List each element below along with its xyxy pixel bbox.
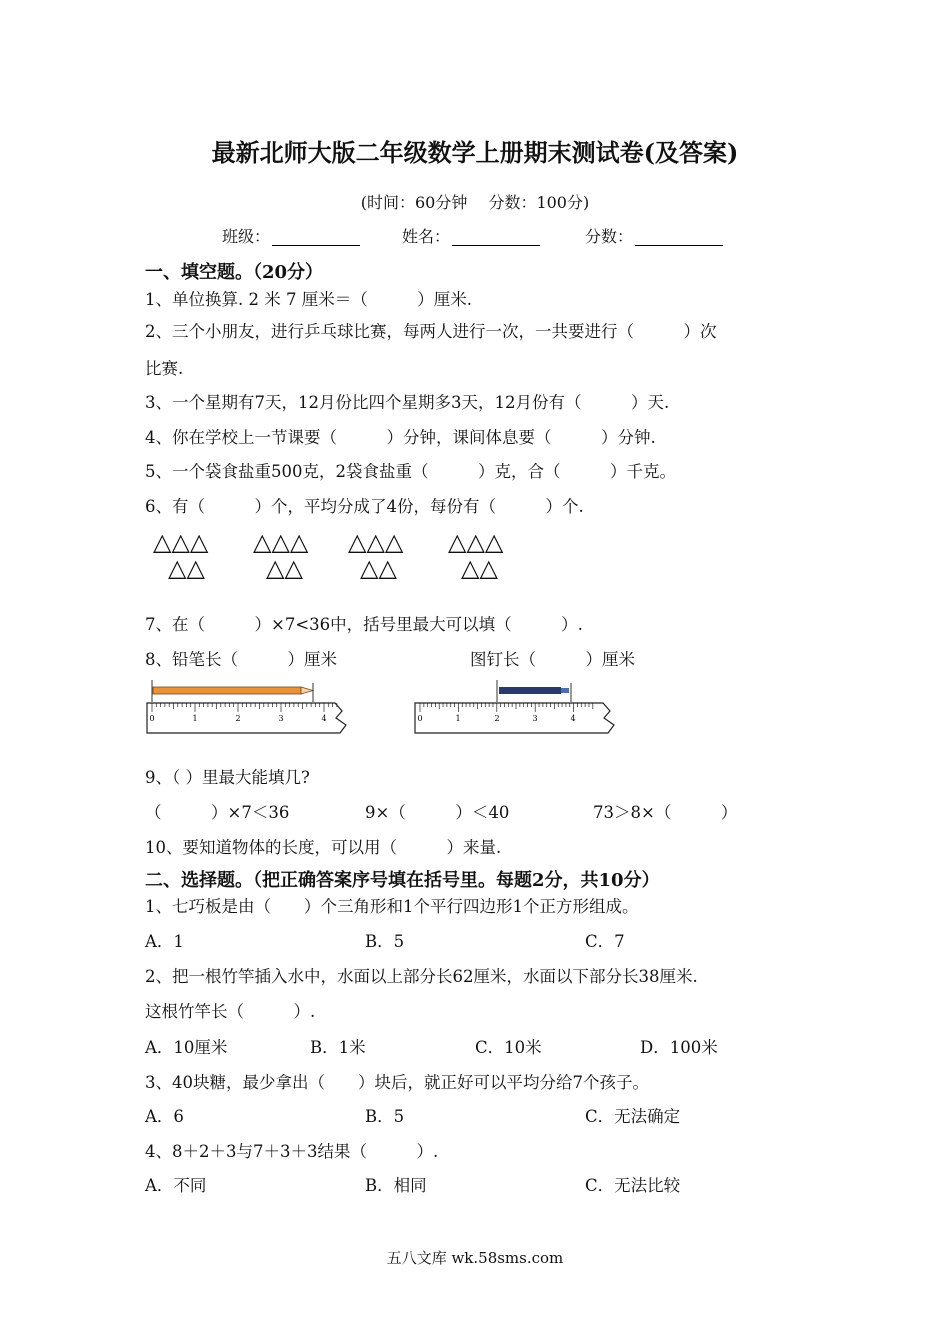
ruler-label: 0: [149, 714, 155, 723]
s1-q2: 2、三个小朋友，进行乒乓球比赛，每两人进行一次，一共要进行（ ）次: [145, 322, 717, 341]
s2-q2-cont: 这根竹竿长（ ）.: [145, 1002, 316, 1021]
s2-q1-opt-a: A．1: [145, 932, 184, 951]
pencil-body: [153, 687, 301, 694]
class-field: [222, 224, 360, 247]
s1-q9-b: 9×（ ）＜40: [365, 803, 510, 822]
s1-q2-cont: 比赛.: [145, 359, 184, 378]
s2-q3: 3、40块糖，最少拿出（ ）块后，就正好可以平均分给7个孩子。: [145, 1073, 649, 1092]
pencil-tip: [301, 687, 313, 694]
pencil-ruler-figure: [145, 678, 360, 738]
s2-q1: 1、七巧板是由（ ）个三角形和1个平行四边形1个正方形组成。: [145, 897, 639, 916]
s1-q4: 4、你在学校上一节课要（ ）分钟，课间体息要（ ）分钟.: [145, 428, 656, 447]
s2-q3-opt-b: B．5: [365, 1107, 405, 1126]
s1-q9: 9、（ ）里最大能填几?: [145, 768, 310, 787]
s2-q1-opt-b: B．5: [365, 932, 405, 951]
s1-q6: 6、有（ ）个，平均分成了4份，每份有（ ）个.: [145, 497, 584, 516]
triangle-group-2-top: △△△: [253, 528, 309, 556]
ruler-label: 1: [192, 714, 198, 723]
s2-q2: 2、把一根竹竿插入水中，水面以上部分长62厘米，水面以下部分长38厘米.: [145, 967, 698, 986]
ruler-label: 2: [235, 714, 241, 723]
name-blank: [452, 227, 540, 246]
ruler-body: [147, 703, 346, 733]
pin-ruler-figure: [413, 678, 628, 738]
triangle-group-4-top: △△△: [448, 528, 504, 556]
ruler-label: 4: [321, 714, 327, 723]
ruler-label: 1: [455, 714, 461, 723]
class-label: 班级：: [222, 227, 271, 246]
s2-q2-opt-b: B．1米: [310, 1038, 366, 1057]
triangle-group-1-bottom: △△: [168, 554, 205, 582]
s1-q8-pin: 图钉长（ ）厘米: [470, 650, 635, 669]
name-label: 姓名：: [402, 227, 451, 246]
s1-q8-pencil: 8、铅笔长（ ）厘米: [145, 650, 337, 669]
exam-time-score: (时间：60分钟 分数：100分): [360, 193, 590, 212]
score-blank: [635, 227, 723, 246]
s2-q2-opt-d: D．100米: [640, 1038, 718, 1057]
ruler-label: 0: [417, 714, 423, 723]
s2-q4-opt-b: B．相同: [365, 1176, 427, 1195]
s2-q2-opt-a: A．10厘米: [145, 1038, 228, 1057]
s2-q4-opt-c: C．无法比较: [585, 1176, 681, 1195]
s2-q2-opt-c: C．10米: [475, 1038, 542, 1057]
s1-q5: 5、一个袋食盐重500克，2袋食盐重（ ）克，合（ ）千克。: [145, 462, 676, 481]
triangle-group-1-top: △△△: [153, 528, 209, 556]
s1-q7: 7、在（ ）×7<36中，括号里最大可以填（ ）.: [145, 615, 583, 634]
s2-q4: 4、8＋2＋3与7＋3＋3结果（ ）.: [145, 1142, 439, 1161]
s1-q9-a: （ ）×7＜36: [145, 803, 290, 822]
s2-q3-opt-c: C．无法确定: [585, 1107, 681, 1126]
page-title: 最新北师大版二年级数学上册期末测试卷(及答案): [211, 138, 739, 167]
section1-heading: 一、填空题。（20分）: [145, 262, 324, 283]
s1-q9-c: 73＞8×（ ）: [593, 803, 738, 822]
s1-q10: 10、要知道物体的长度，可以用（ ）来量.: [145, 838, 502, 857]
triangle-group-2-bottom: △△: [266, 554, 303, 582]
footer-watermark: 五八文库 wk.58sms.com: [386, 1249, 564, 1267]
s1-q3: 3、一个星期有7天，12月份比四个星期多3天，12月份有（ ）天.: [145, 393, 670, 412]
pin-tip: [561, 688, 569, 693]
triangle-group-3-top: △△△: [348, 528, 404, 556]
ruler-body: [415, 703, 614, 733]
score-label: 分数：: [585, 227, 634, 246]
name-field: [402, 224, 540, 247]
s2-q3-opt-a: A．6: [145, 1107, 184, 1126]
class-blank: [272, 227, 360, 246]
section2-heading: 二、选择题。（把正确答案序号填在括号里。每题2分，共10分）: [145, 870, 660, 891]
ruler-label: 3: [278, 714, 284, 723]
s2-q4-opt-a: A．不同: [145, 1176, 207, 1195]
score-field: [585, 224, 723, 247]
s1-q1: 1、单位换算. 2 米 7 厘米＝（ ）厘米.: [145, 290, 472, 309]
triangle-group-3-bottom: △△: [360, 554, 397, 582]
ruler-label: 4: [570, 714, 576, 723]
triangle-group-4-bottom: △△: [461, 554, 498, 582]
ruler-label: 3: [532, 714, 538, 723]
s2-q1-opt-c: C．7: [585, 932, 625, 951]
ruler-label: 2: [494, 714, 500, 723]
pin-body: [499, 687, 561, 694]
